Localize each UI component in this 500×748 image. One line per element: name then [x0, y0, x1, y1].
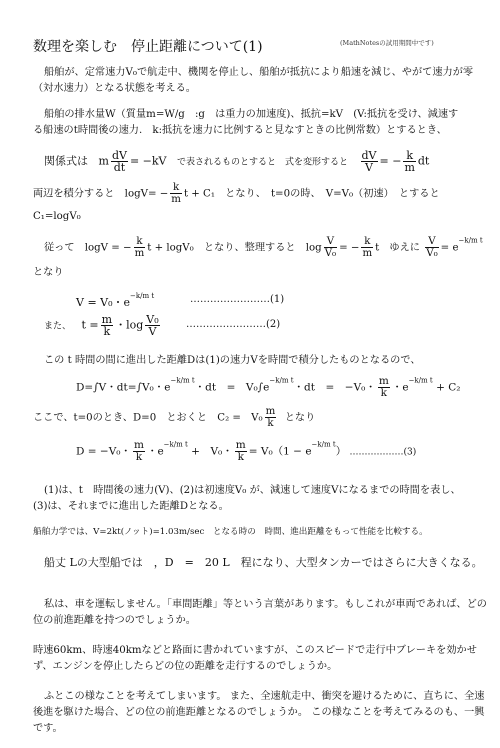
equation-3-number: ………………(3) [349, 447, 417, 458]
exponent: −k/m t [458, 236, 483, 245]
eq3-c: + V₀・ [191, 445, 233, 458]
trial-note: (MathNotesの試用期間中です) [340, 39, 434, 47]
equation-3 [76, 440, 416, 463]
frac-den: k [380, 387, 388, 399]
eq-minus: = − [379, 154, 402, 168]
equation-2-number: ……………………(2) [186, 319, 281, 330]
fraction-v-v0 [425, 236, 438, 259]
fraction-k-m [134, 236, 146, 259]
para1-line2: （対水速力）となる状態を考える。 [33, 83, 196, 94]
eqd-end: + C₂ [436, 381, 461, 394]
eq-f-a: 従って logV = − [44, 242, 132, 254]
exponent: −k/m t [163, 440, 188, 449]
exponent: −k/m t [130, 292, 155, 300]
frac-den: k [135, 451, 143, 463]
eqd-a: D=∫V・dt=∫V₀・e [76, 381, 171, 394]
eq3-b: ・e [146, 445, 164, 458]
fraction-v0-v [145, 314, 159, 337]
fraction-k-m [403, 150, 415, 173]
frac-num: m [265, 406, 276, 417]
eq-int-b: t + C₁ となり、 t=0の時、 V=V₀（初速） とすると [183, 188, 440, 200]
frac-num: V₀ [146, 313, 159, 326]
frac-den: V [148, 325, 157, 338]
frac-num: dV [111, 149, 127, 162]
equation-integrate [33, 182, 440, 205]
para4-line1: (1)は、t 時間後の速力(V)、(2)は初速度V₀ が、減速して速度Vになるまでの時間を表し、 [44, 485, 461, 496]
equation-follow [44, 236, 483, 259]
eq-tail: dt [417, 154, 430, 168]
para3: この t 時間の間に進出した距離Dは(1)の速力Vを時間で積分したものとなるので、 [44, 355, 421, 366]
fraction-m-k [378, 376, 390, 399]
fraction-m-k [265, 406, 277, 429]
para6: 船丈 Lの大型船では ，D = 20 L 程になり、大型タンカーではさらに大きくなる。 [44, 556, 483, 569]
eqc2-b: となり [284, 412, 316, 424]
frac-num: m [235, 439, 246, 451]
fraction-v-v0 [324, 236, 337, 259]
eqc2-a: ここで、t=0のとき、D=0 とおくと C₂ = V₀ [33, 412, 263, 424]
frac-num: k [170, 182, 182, 194]
frac-den: k [267, 418, 274, 429]
page-title: 数理を楽しむ 停止距離について(1) [33, 39, 263, 55]
frac-den: m [171, 194, 181, 205]
eqd-mid: ・dt = V₀∫e [194, 381, 270, 394]
eq3-a: D = −V₀・ [76, 445, 131, 458]
equation-2 [44, 314, 162, 337]
eq3-e: ） [335, 445, 347, 458]
frac-num: k [403, 150, 415, 162]
para2-line1: 船舶の排水量W（質量m=W/g :g は重力の加速度)、抵抗=kV (V:抵抗を受け、減速す [44, 109, 459, 120]
frac-num: V [425, 236, 438, 248]
eq3-d: = V₀（1 − e [248, 445, 312, 458]
fraction-m-k [133, 440, 145, 463]
para8-line2: ず、エンジンを停止したらどの位の距離を走行するのでしょうか。 [33, 661, 338, 672]
fraction-m-k [235, 440, 247, 463]
frac-den: m [404, 161, 415, 174]
frac-num: m [101, 313, 113, 326]
frac-den: m [134, 248, 145, 259]
exponent: −k/m t [170, 376, 195, 385]
para5: 船舶力学では、V=2kt(ノット)=1.03m/sec となる時の 時間、進出距離をもって性能を比較する。 [33, 527, 428, 537]
equation-1-number: ……………………(1) [190, 294, 285, 305]
frac-num: k [134, 236, 146, 248]
equation-c2 [33, 406, 315, 429]
para4-line2: (3)は、それまでに進出した距離Dとなる。 [33, 501, 229, 512]
exponent: −k/m t [269, 376, 294, 385]
frac-den: dt [113, 161, 126, 174]
frac-num: V [324, 236, 337, 248]
eq-mid: で表されるものとすると 式を変形すると [176, 157, 348, 168]
exponent: −k/m t [408, 376, 433, 385]
frac-den: V₀ [324, 248, 337, 259]
frac-num: dV [361, 149, 377, 162]
eq-m: m [98, 154, 109, 168]
para9-line2: 後進を駆けた場合、どの位の前進距離となるのでしょうか。 この様なことを考えてみるのも、一興 [33, 707, 485, 718]
eqd-mid2: ・dt = −V₀・ [293, 381, 376, 394]
eq-lead: 関係式は [44, 154, 88, 168]
frac-den: k [103, 325, 111, 338]
frac-den: V₀ [426, 248, 438, 259]
fraction-k-m [361, 236, 373, 259]
frac-num: k [361, 236, 373, 248]
fraction-k-m [170, 182, 182, 205]
para7-line1: 私は、車を運転しません。「車間距離」等という言葉があります。もしこれが車両であれば、どの [44, 599, 487, 610]
equation-d-integral [76, 376, 460, 399]
eq2-b: ・log [115, 318, 144, 332]
equation-1 [76, 292, 154, 310]
eq2-a: t = [81, 318, 99, 332]
equation-relation [44, 150, 429, 173]
then-label: となり [33, 267, 64, 278]
fraction-m-k [101, 314, 113, 337]
eq-f-b: t + logV₀ となり、整理すると log [147, 242, 322, 254]
frac-den: m [362, 248, 373, 259]
eq2-lead: また、 [44, 321, 72, 332]
eq-f-e: = e [440, 242, 459, 254]
para1-line1: 船舶が、定常速力V₀で航走中、機関を停止し、船舶が抵抗により船速を減じ、やがて速力が零 [44, 67, 474, 78]
para7-line2: 位の前進距離を持つのでしょうか。 [33, 615, 196, 626]
frac-den: k [237, 451, 244, 463]
fraction-dv-dt [111, 150, 128, 173]
eq-int-a: 両辺を積分すると logV= − [33, 188, 169, 200]
fraction-dv-v [361, 150, 378, 173]
eq-f-d: t ゆえに [375, 242, 420, 254]
eq-rhs: = −kV [129, 154, 167, 168]
equation-c1: C₁=logV₀ [33, 211, 81, 222]
eq1-text: V = V₀・e [76, 296, 131, 309]
para8-line1: 時速60km、時速40kmなどと路面に書かれていますが、このスピードで走行中ブレーキを効かせ [33, 645, 477, 656]
para2-line2: る船速のt時間後の速力. k:抵抗を速力に比例すると見なすときの比例常数）とするとき、 [33, 125, 447, 136]
eq-f-c: = − [339, 242, 360, 254]
para9-line3: です。 [33, 723, 63, 734]
frac-num: m [378, 375, 389, 387]
exponent: −k/m t [311, 440, 336, 449]
frac-den: V [365, 161, 373, 174]
frac-num: m [133, 439, 144, 451]
para9-line1: ふとこの様なことを考えてしまいます。 また、全速航走中、衝突を避けるために、直ちに、全速 [44, 691, 485, 702]
eqd-tail: ・e [391, 381, 409, 394]
